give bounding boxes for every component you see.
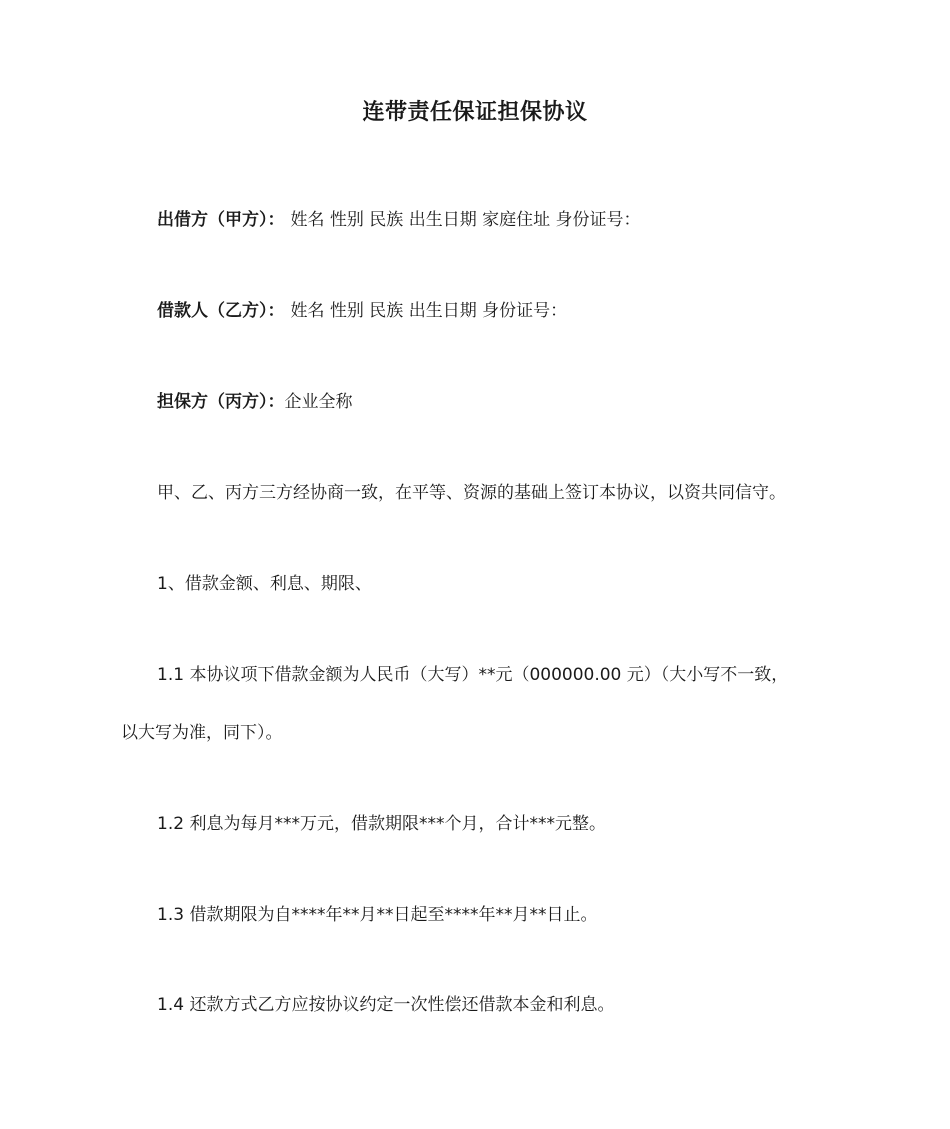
party-a-line xyxy=(157,207,641,233)
party-c-label: 担保方（丙方）： xyxy=(157,392,285,412)
party-c-line xyxy=(157,389,353,415)
party-b-label: 借款人（乙方）： xyxy=(157,301,285,321)
party-a-fields: 姓名 性别 民族 出生日期 家庭住址 身份证号： xyxy=(290,210,641,230)
clause-1-1-line-1: 1.1 本协议项下借款金额为人民币（大写）**元（000000.00 元）（大小写不一致， xyxy=(157,665,789,685)
document-title: 连带责任保证担保协议 xyxy=(362,100,588,125)
section-1-heading: 1、借款金额、利息、期限、 xyxy=(157,574,372,594)
party-c-fields: 企业全称 xyxy=(284,392,353,412)
preamble-paragraph: 甲、乙、丙方三方经协商一致，在平等、资源的基础上签订本协议，以资共同信守。 xyxy=(157,483,786,503)
clause-1-4: 1.4 还款方式乙方应按协议约定一次性偿还借款本金和利息。 xyxy=(157,995,615,1015)
clause-1-3: 1.3 借款期限为自****年**月**日起至****年**月**日止。 xyxy=(157,905,598,925)
party-b-fields: 姓名 性别 民族 出生日期 身份证号： xyxy=(290,301,568,321)
clause-1-2: 1.2 利息为每月***万元，借款期限***个月，合计***元整。 xyxy=(157,814,606,834)
party-a-label: 出借方（甲方）： xyxy=(157,210,285,230)
party-b-line xyxy=(157,298,567,324)
clause-1-1-line-2: 以大写为准，同下）。 xyxy=(121,723,283,743)
